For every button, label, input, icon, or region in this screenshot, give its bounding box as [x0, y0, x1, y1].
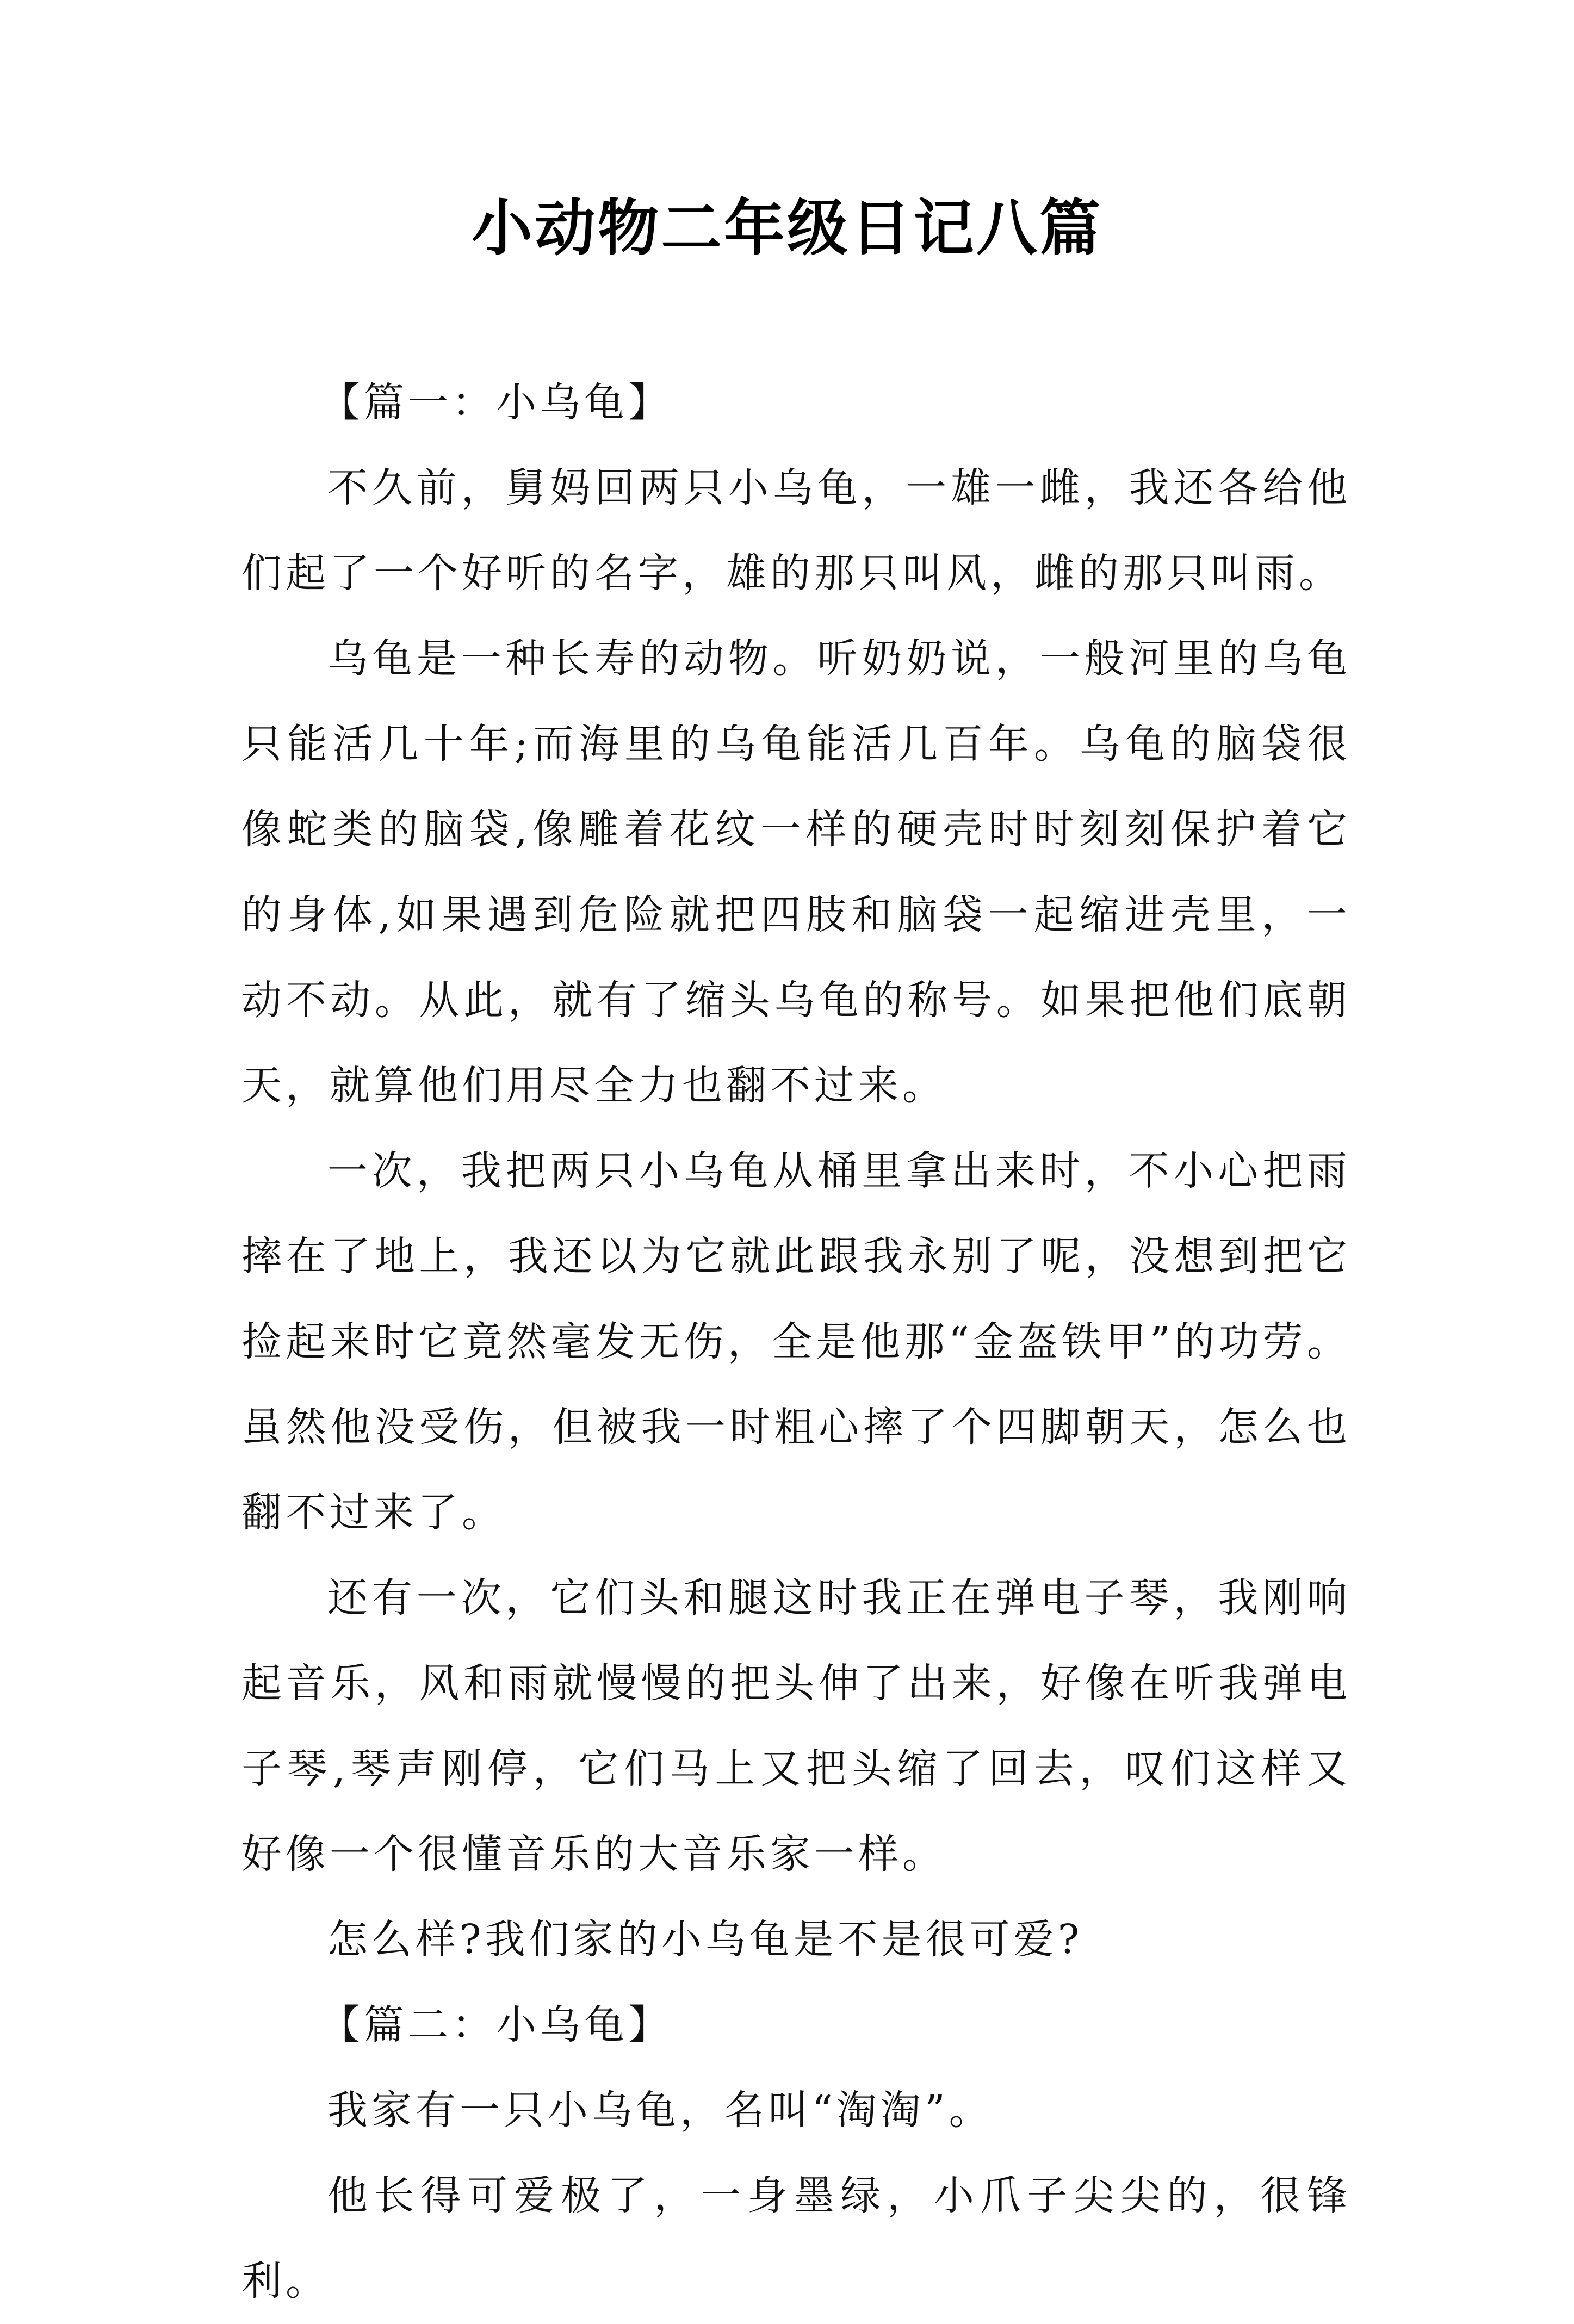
section-heading-2: 【篇二：小乌龟】	[320, 2001, 672, 2048]
paragraph-7: 他长得可爱极了，一身墨绿，小爪子尖尖的，很锋利。	[241, 2172, 1351, 2304]
paragraph-5: 怎么样?我们家的小乌龟是不是很可爱?	[327, 1916, 1083, 1963]
paragraph-3: 一次，我把两只小乌龟从桶里拿出来时，不小心把雨摔在了地上，我还以为它就此跟我永别了呢，没想到把它捡起来时它竟然毫发无伤，全是他那“金盔铁甲”的功劳。虽然他没受伤，但被我一时粗心摔了个四脚朝天，怎么也翻不过来了。	[241, 1148, 1351, 1536]
document-title: 小动物二年级日记八篇	[472, 193, 1102, 264]
paragraph-2: 乌龟是一种长寿的动物。听奶奶说，一般河里的乌龟只能活几十年;而海里的乌龟能活几百年。乌龟的脑袋很像蛇类的脑袋,像雕着花纹一样的硬壳时时刻刻保护着它的身体,如果遇到危险就把四肢和脑袋一起缩进壳里，一动不动。从此，就有了缩头乌龟的称号。如果把他们底朝天，就算他们用尽全力也翻不过来。	[241, 635, 1351, 1109]
document-body	[241, 360, 1351, 2324]
section-heading-1: 【篇一：小乌龟】	[320, 379, 672, 426]
paragraph-6: 我家有一只小乌龟，名叫“淘淘”。	[327, 2087, 993, 2134]
paragraph-1: 不久前，舅妈回两只小乌龟，一雄一雌，我还各给他们起了一个好听的名字，雄的那只叫风，雌的那只叫雨。	[241, 464, 1351, 597]
paragraph-4: 还有一次，它们头和腿这时我正在弹电子琴，我刚响起音乐，风和雨就慢慢的把头伸了出来，好像在听我弹电子琴,琴声刚停，它们马上又把头缩了回去，叹们这样又好像一个很懂音乐的大音乐家一样。	[241, 1575, 1351, 1877]
